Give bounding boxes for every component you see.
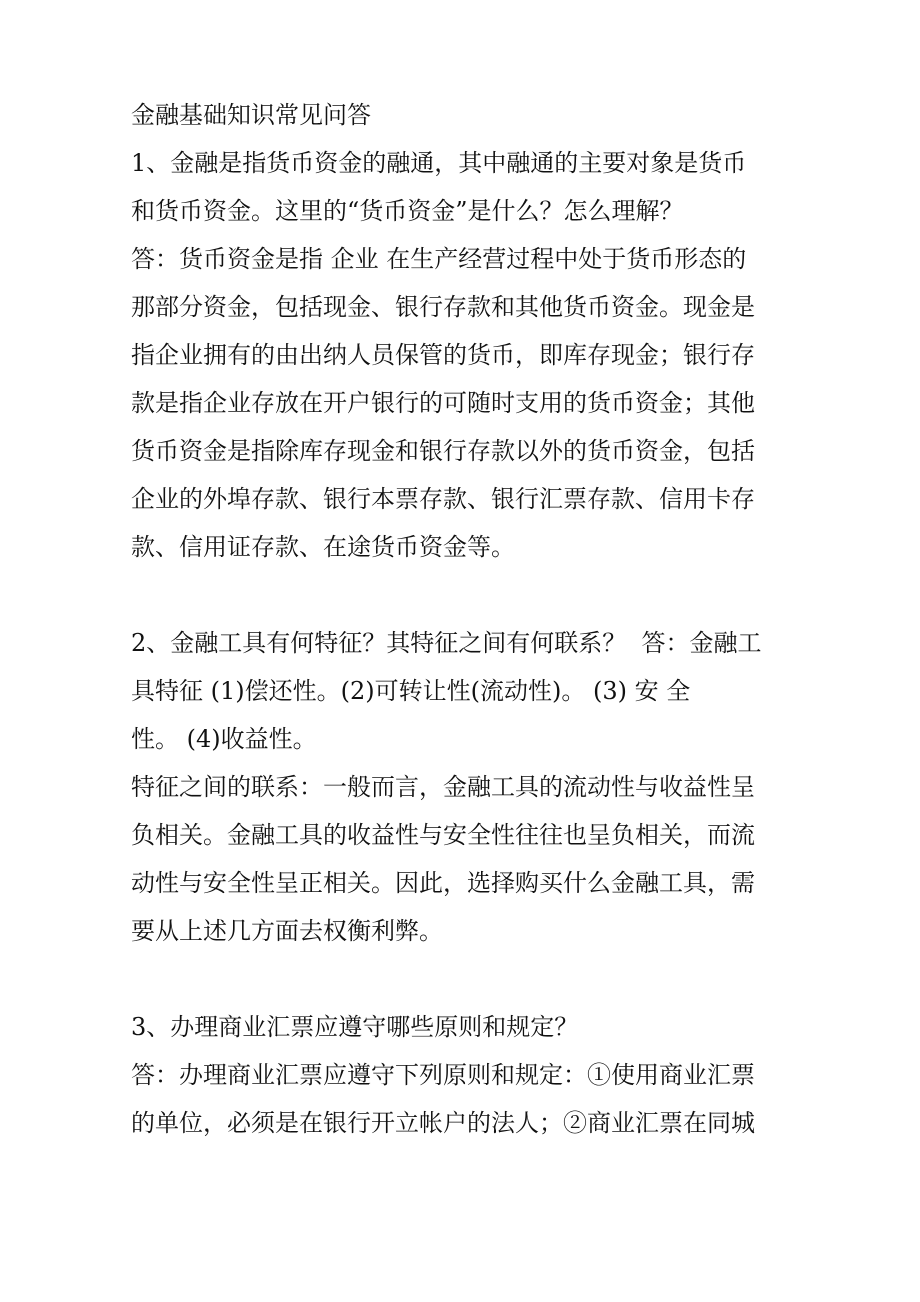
paragraph-line: 答：货币资金是指 企业 在生产经营过程中处于货币形态的 xyxy=(131,245,747,273)
section-3 xyxy=(131,1008,791,1152)
paragraph-line: 1、金融是指货币资金的融通，其中融通的主要对象是货币 xyxy=(131,149,747,177)
blank-line xyxy=(131,960,791,1008)
paragraph-line: 负相关。金融工具的收益性与安全性往往也呈负相关，而流 xyxy=(131,821,755,849)
paragraph-line: 动性与安全性呈正相关。因此，选择购买什么金融工具，需 xyxy=(131,869,755,897)
section-1 xyxy=(131,144,791,576)
blank-line xyxy=(131,576,791,624)
paragraph-line: 款是指企业存放在开户银行的可随时支用的货币资金；其他 xyxy=(131,389,755,417)
document-title: 金融基础知识常见问答 xyxy=(131,101,371,129)
paragraph-line: 那部分资金，包括现金、银行存款和其他货币资金。现金是 xyxy=(131,293,755,321)
paragraph-line: 款、信用证存款、在途货币资金等。 xyxy=(131,533,515,561)
paragraph-line: 性。 (4)收益性。 xyxy=(131,725,317,753)
paragraph-line: 货币资金是指除库存现金和银行存款以外的货币资金，包括 xyxy=(131,437,755,465)
paragraph-line: 指企业拥有的由出纳人员保管的货币，即库存现金；银行存 xyxy=(131,341,755,369)
paragraph-line: 答：办理商业汇票应遵守下列原则和规定：①使用商业汇票 xyxy=(131,1061,755,1089)
document-body xyxy=(131,96,791,1152)
paragraph-line: 3、办理商业汇票应遵守哪些原则和规定？ xyxy=(131,1013,579,1041)
paragraph-line: 特征之间的联系：一般而言，金融工具的流动性与收益性呈 xyxy=(131,773,755,801)
section-2 xyxy=(131,624,791,960)
paragraph-line: 具特征 (1)偿还性。(2)可转让性(流动性)。 (3) 安 全 xyxy=(131,677,691,705)
paragraph-line: 的单位，必须是在银行开立帐户的法人；②商业汇票在同城 xyxy=(131,1109,755,1137)
paragraph-line: 和货币资金。这里的“货币资金”是什么？怎么理解？ xyxy=(131,197,684,225)
paragraph-line: 2、金融工具有何特征？其特征之间有何联系？ 答：金融工 xyxy=(131,629,762,657)
paragraph-line: 要从上述几方面去权衡利弊。 xyxy=(131,917,443,945)
paragraph-line: 企业的外埠存款、银行本票存款、银行汇票存款、信用卡存 xyxy=(131,485,755,513)
